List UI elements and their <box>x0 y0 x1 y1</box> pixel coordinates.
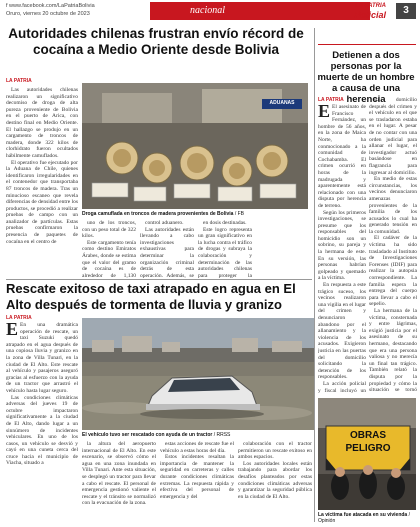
story3-paragraph: En medio de estas circunstancias, los vecinos denunciaron amenazas provenientes de la familia de los acusados lo cual ha generado tensión en la comunidad. <box>369 176 417 235</box>
story3-lead-text: El asesinato de Francisco Fernández, un hombre de 56 años, en la zona de Maica Norte, ha conmocionado a la comunidad de Cochabamba. El crimen ocurrió en horas de la madrugada y aparentemente está relacionado con una disputa por herencia de terreno. <box>318 104 366 209</box>
drop-cap: E <box>6 322 19 339</box>
story1-paragraph: Este logro representa un gran significativo en la lucha contra el tráfico de drogas y subraya la colaboración y determinación de las autoridades chilenas para proteger la <box>198 226 252 278</box>
warning-sign-text-2: PELIGRO <box>345 443 391 454</box>
story2-caption-text: El vehículo tuvo ser rescatado con ayuda de un tractor <box>82 432 213 438</box>
story2-paragraph: Los autoridades locales están trabajando para abordar los desafíos planteados por estas condiciones climáticas adversas y garantizar la seguridad pública en la ciudad de El Alto. <box>238 460 312 500</box>
story1-paragraph: El operativo fue ejecutado por la Aduana de Chile, quienes identificaron irregularidades en el contenedor que transportaba 87 troncos de madera. Tras un minucioso escaneo que revela diferencias de densidad entre los productos, se procedió a realizar pruebas de campo con un analizador de partículas. Estas pruebas confirmaron la presencia de paquetes de cocaína en el centro de <box>6 159 78 245</box>
flooded-taxi-photo <box>82 318 314 430</box>
story3-headline[interactable]: Detienen a dos personas por la muerte de un hombre a causa de una herencia <box>317 50 415 105</box>
story3-paragraph: su domicilio después del crimen y el vehículo en el que se trasladaron estaba en el lugar. A pesar de no contar con una orden judicial para allanar el lugar, el investigador actuó basándose en flagrancia para ingresar al domicilio. <box>369 97 417 176</box>
story3-top-rule <box>318 44 416 45</box>
story1-paragraph: Las autoridades están llevando a cabo investigaciones exhaustivas para determinar la organización criminal detrás de esta operación. Además, se <box>140 226 194 278</box>
story3-byline: LA PATRIA <box>318 97 344 103</box>
story1-column-4 <box>198 220 252 278</box>
story3-lead-paragraph <box>318 104 366 210</box>
edition-date: Oruro, viernes 20 octubre de 2023 <box>6 11 90 17</box>
story3-caption <box>318 512 416 524</box>
story1-column-1 <box>6 87 78 277</box>
warning-sign-text-1: OBRAS <box>349 430 387 441</box>
story-divider <box>6 279 312 280</box>
story3-photo <box>318 398 416 510</box>
story2-paragraph: estas acciones de rescate fue el vehículo a estas horas del día. <box>160 441 234 454</box>
story1-paragraph: en dosis destinadas. <box>203 220 247 226</box>
story3-caption-credit: / Opinión <box>318 512 410 524</box>
customs-sign: ADUANAS <box>269 100 295 106</box>
page-number: 3 <box>396 3 416 19</box>
story2-headline[interactable]: Rescate exitoso de taxi atrapado en agua en El Alto después de tormenta de lluvia y granizo <box>6 281 296 312</box>
story1-column-3 <box>140 220 194 278</box>
story2-byline: LA PATRIA <box>6 315 32 321</box>
story2-lead-paragraph <box>6 322 78 395</box>
story1-caption <box>82 211 308 217</box>
story1-caption-text: Droga camuflada en troncos de madera provenientes de Bolivia <box>82 211 234 217</box>
story3-paragraph: En respuesta a este trágico suceso, los vecinos realizaron una vigilia en el lugar del crimen y denunciaron abandono por el allanamiento y la violencia de los acusados. Exigieron justicia en las puertas del domicilio solicitando la detención de los responsables. <box>318 282 366 381</box>
story2-paragraph: Estos incidentes resaltan la importancia de mantener la seguridad en carreteras y calles durante condiciones climáticas extremas. La respuesta rápida y efectiva del personal de emergencia y del <box>160 454 234 500</box>
story1-photo <box>82 83 308 209</box>
brand-logo: LA PATRIA <box>355 3 386 9</box>
column-divider <box>314 28 315 522</box>
section-name: nacional <box>190 5 225 16</box>
story3-paragraph: La hermana de la víctima, consternada y entre lágrimas, exigió justicia por el asesinato de su hermano, destacando que era una persona valiosa y no merecía un final tan trágico. También relató la disputa por la propiedad y cómo la situación se tornó <box>369 308 417 394</box>
story1-paragraph: Este cargamento tenía como destino Emiratos Árabes, donde se estima que el valor del gramo de cocaína es de alrededor de 1,130 <box>82 239 136 278</box>
story1-caption-credit: / FB <box>234 211 244 217</box>
story2-column-2 <box>82 441 156 523</box>
story1-headline[interactable]: Autoridades chilenas frustran envío récord de cocaína a Medio Oriente desde Bolivia <box>8 26 304 57</box>
story2-column-4 <box>238 441 312 523</box>
story1-byline: LA PATRIA <box>6 78 32 84</box>
social-link[interactable]: f www.facebook.com/LaPatriaBolivia <box>6 3 95 9</box>
story1-column-2 <box>82 220 136 278</box>
drop-cap: E <box>318 104 331 121</box>
story2-lead-text: En una dramática operación de rescate, un taxi Suzuki quedó atrapado en el agua después de una copiosa lluvia y granizo en la zona de Villa Tunari, en la ciudad de El Alto. Este rescate al vehículo y pasajeros aseguró gracias al esfuerzo con la ayuda de un tractor que arrastró el vehículo hasta lugar seguro. <box>6 322 78 394</box>
story3-caption-text: La víctima fue atacada en su vivienda <box>318 512 408 518</box>
story3-paragraph: La acción policial y fiscal incluyó un <box>318 380 366 394</box>
story2-paragraph: Las condiciones climáticas adversas del jueves 19 de octubre impactaron significativamente a la ciudad de El Alto, dando lugar a un sinnúmero de incidentes vehiculares. En uno de los casos, un vehículo se desvió y cayó en una cuneta cerca del cruce hacia el municipio de Viacha, situado a <box>6 394 78 467</box>
story3-column-1 <box>318 104 366 394</box>
story2-column-1 <box>6 322 78 522</box>
story2-caption <box>82 432 314 438</box>
story1-paragraph: Las autoridades chilenas realizaron un significativo decomiso de droga de alta pureza proveniente de Bolivia en el puerto de Arica, con destino final en Medio Oriente. El hallazgo se produjo en un cargamento de troncos de madera, donde 322 kilos de clorhidrato fueron ocultados hábilmente camuflados. <box>6 87 78 159</box>
story3-paragraph: Según los primeros investigaciones, se presume que los responsables del homicidio son un sobrino, su pareja y la hermana de este. En su versión, las personas habrían golpeado y quemado a la víctima. <box>318 209 366 282</box>
story1-paragraph: control aduanero. <box>145 220 184 226</box>
crime-scene-photo <box>318 398 416 510</box>
story2-caption-credit: / RRSS <box>213 432 231 438</box>
story2-paragraph: colaboración con el tractor permitieron un rescate exitoso en ambos espacios. <box>238 441 312 461</box>
story3-column-2 <box>369 97 417 394</box>
story2-paragraph: la altura del aeropuerto internacional de El Alto. En este escenario, se observó cómo el agua en una zona inundada en Villa Tunari. Ante esta situación, se desplegó un tractor para llevar a cabo el rescate. El personal de emergencia gestionó valiente el rescate y el tránsito se normalizó con la evacuación de la zona. <box>82 441 156 507</box>
story2-photo <box>82 318 314 430</box>
brand-section: Policial <box>354 10 386 20</box>
story2-column-3 <box>160 441 234 523</box>
story1-paragraph: uno de los troncos, con un peso total de 322 kilos. <box>82 220 136 240</box>
story3-paragraph: El cadáver de la víctima ha sido trasladado al Instituto de Investigaciones Forenses (IDIF) para realizar la autopsia correspondiente. La familia espera la entrega del cuerpo para llevar a cabo el sepelio. <box>369 235 417 308</box>
